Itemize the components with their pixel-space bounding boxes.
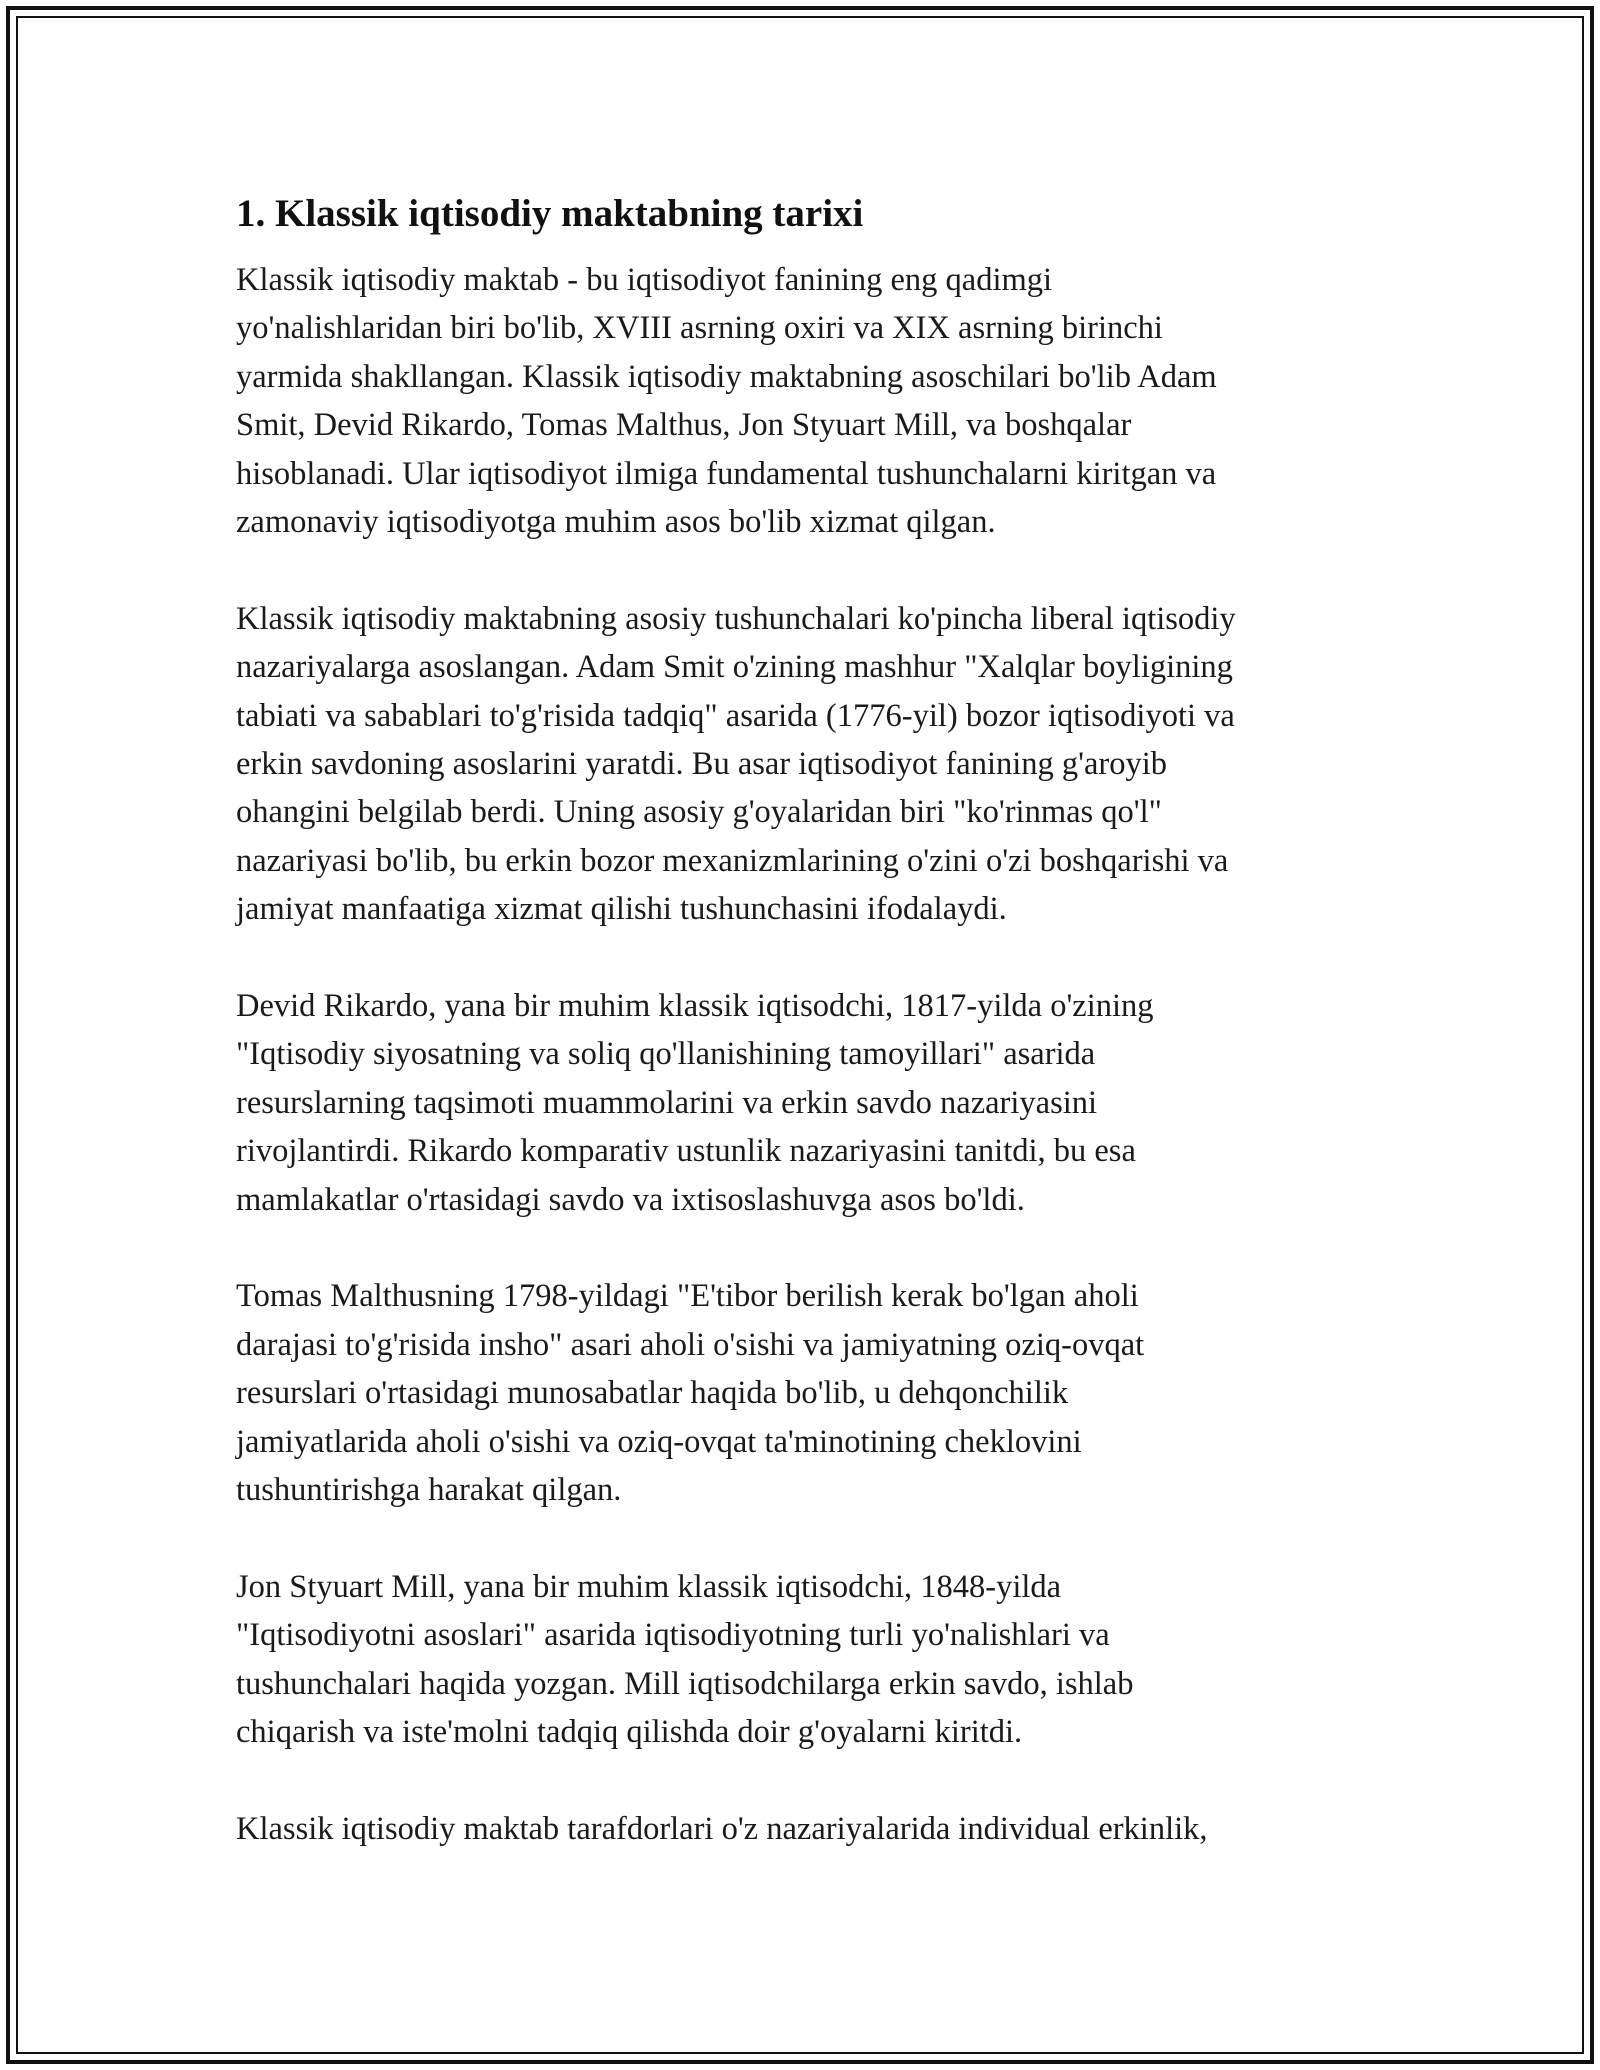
paragraph-conclusion-start: Klassik iqtisodiy maktab tarafdorlari o'z nazariyalarida individual erkinlik, bbox=[236, 1810, 1208, 1847]
paragraph-adam-smit: Klassik iqtisodiy maktabning asosiy tushunchalari ko'pincha liberal iqtisodiy nazariyalarga asoslangan. Adam Smit o'zining mashhur "Xalqlar boyligining tabiati va sabablari to'g'risida tadqiq" asarida (1776-yil) bozor iqtisodiyoti va erkin savdoning asoslarini yaratdi. Bu asar iqtisodiyot fanining g'aroyib ohangini belgilab berdi. Uning asosiy g'oyalaridan biri "ko'rinmas qo'l" nazariyasi bo'lib, bu erkin bozor mexanizmlarining o'zini o'zi boshqarishi va jamiyat manfaatiga xizmat qilishi tushunchasini ifodalaydi. bbox=[236, 600, 1236, 928]
paragraph-jon-styuart-mill: Jon Styuart Mill, yana bir muhim klassik iqtisodchi, 1848-yilda "Iqtisodiyotni asoslari" asarida iqtisodiyotning turli yo'nalishlari va tushunchalari haqida yozgan. Mill iqtisodchilarga erkin savdo, ishlab chiqarish va iste'molni tadqiq qilishda doir g'oyalarni kiritdi. bbox=[236, 1568, 1134, 1751]
document-body bbox=[236, 186, 1386, 1902]
paragraph-devid-rikardo: Devid Rikardo, yana bir muhim klassik iqtisodchi, 1817-yilda o'zining "Iqtisodiy siyosatning va soliq qo'llanishining tamoyillari" asarida resurslarning taqsimoti muammolarini va erkin savdo nazariyasini rivojlantirdi. Rikardo komparativ ustunlik nazariyasini tanitdi, bu esa mamlakatlar o'rtasidagi savdo va ixtisoslashuvga asos bo'ldi. bbox=[236, 988, 1154, 1218]
paragraph-tomas-malthus: Tomas Malthusning 1798-yildagi "E'tibor berilish kerak bo'lgan aholi darajasi to'g'risida insho" asari aholi o'sishi va jamiyatning oziq-ovqat resurslari o'rtasidagi munosabatlar haqida bo'lib, u dehqonchilik jamiyatlarida aholi o'sishi va oziq-ovqat ta'minotining cheklovini tushuntirishga harakat qilgan. bbox=[236, 1278, 1145, 1509]
section-heading: 1. Klassik iqtisodiy maktabning tarixi bbox=[236, 192, 864, 235]
paragraph-intro: Klassik iqtisodiy maktab - bu iqtisodiyot fanining eng qadimgi yo'nalishlaridan biri bo'lib, XVIII asrning oxiri va XIX asrning birinchi yarmida shakllangan. Klassik iqtisodiy maktabning asoschilari bo'lib Adam Smit, Devid Rikardo, Tomas Malthus, Jon Styuart Mill, va boshqalar hisoblanadi. Ular iqtisodiyot ilmiga fundamental tushunchalarni kiritgan va zamonaviy iqtisodiyotga muhim asos bo'lib xizmat qilgan. bbox=[236, 262, 1217, 541]
